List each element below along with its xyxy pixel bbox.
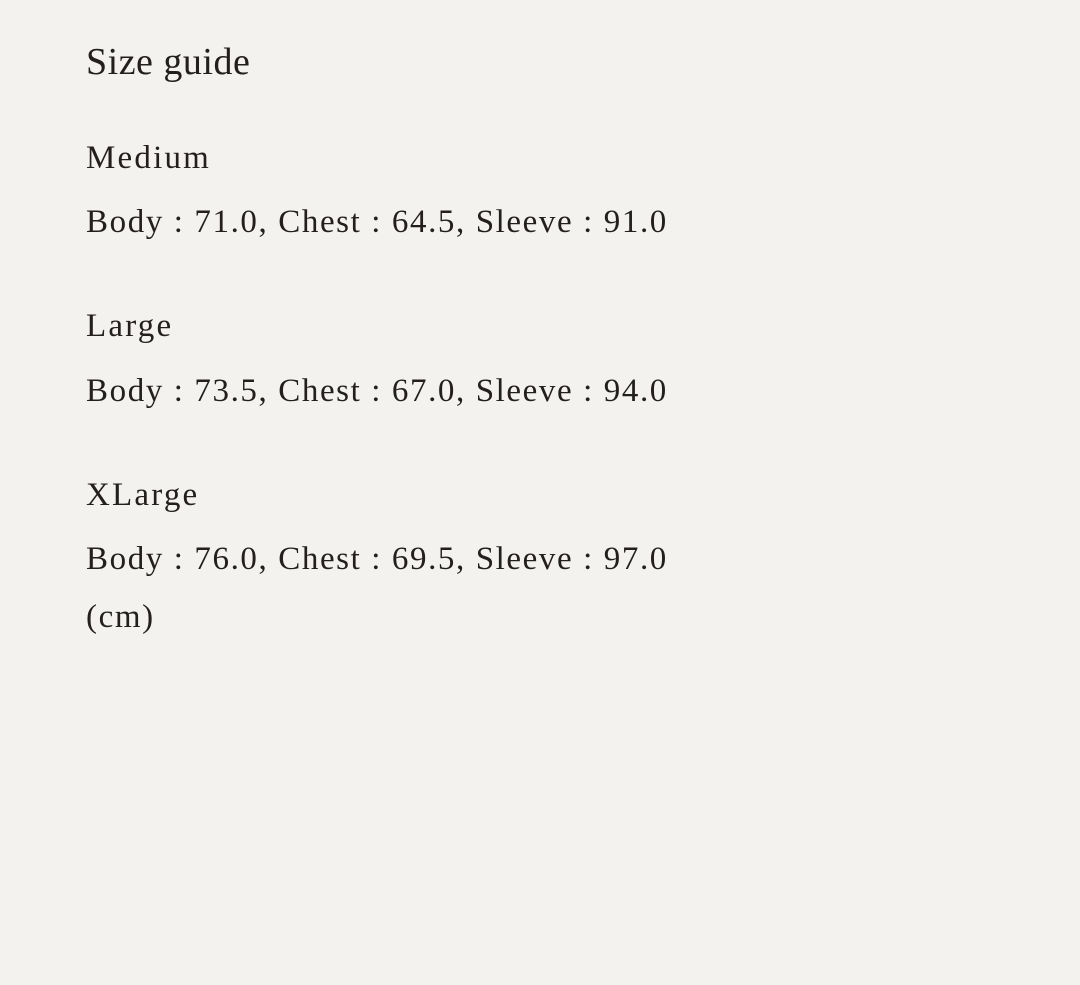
size-entry-xlarge [86,475,1020,639]
size-measurements-xlarge: Body : 76.0, Chest : 69.5, Sleeve : 97.0 [86,541,668,578]
size-label-xlarge: XLarge [86,477,200,514]
page-title: Size guide [86,41,251,83]
size-entry-medium [86,138,1020,245]
size-entry-large [86,306,1020,413]
unit-note: (cm) [86,598,155,635]
size-label-large: Large [86,308,174,345]
size-measurements-medium: Body : 71.0, Chest : 64.5, Sleeve : 91.0 [86,203,668,240]
size-measurements-large: Body : 73.5, Chest : 67.0, Sleeve : 94.0 [86,372,668,409]
size-label-medium: Medium [86,139,212,176]
